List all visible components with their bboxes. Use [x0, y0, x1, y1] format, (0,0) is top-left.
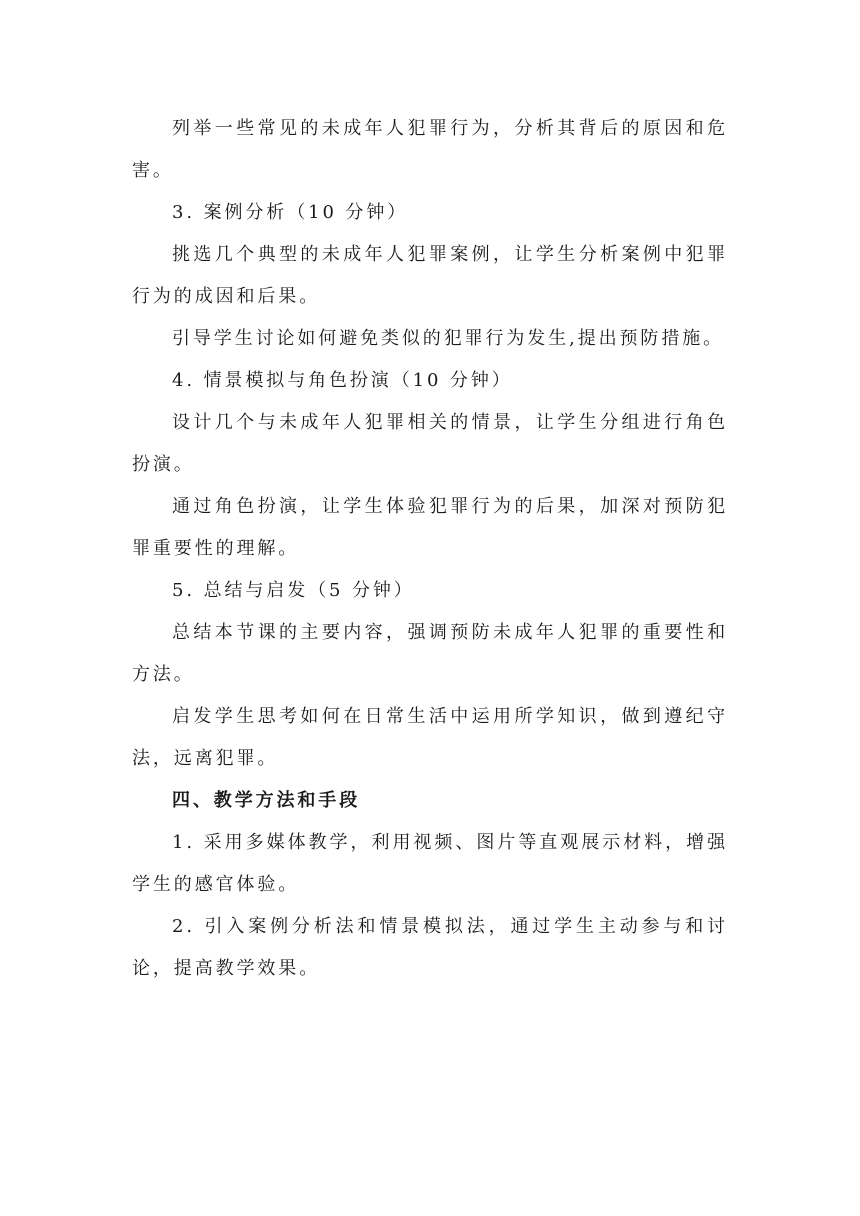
paragraph-causes-and-harms: 列举一些常见的未成年人犯罪行为，分析其背后的原因和危害。: [132, 118, 728, 181]
document-body: [132, 108, 728, 990]
paragraph-scenario-design: 设计几个与未成年人犯罪相关的情景，让学生分组进行角色扮演。: [132, 412, 728, 475]
paragraph-method-multimedia: 1. 采用多媒体教学，利用视频、图片等直观展示材料，增强学生的感官体验。: [132, 832, 728, 895]
paragraph-case-selection: 挑选几个典型的未成年人犯罪案例，让学生分析案例中犯罪行为的成因和后果。: [132, 244, 728, 307]
paragraph-summary: 总结本节课的主要内容，强调预防未成年人犯罪的重要性和方法。: [132, 622, 728, 685]
step-4-heading: 4. 情景模拟与角色扮演（10 分钟）: [172, 370, 513, 391]
paragraph-role-play-experience: 通过角色扮演，让学生体验犯罪行为的后果，加深对预防犯罪重要性的理解。: [132, 496, 728, 559]
paragraph-method-case-analysis: 2. 引入案例分析法和情景模拟法，通过学生主动参与和讨论，提高教学效果。: [132, 916, 728, 979]
section-heading-teaching-methods: 四、教学方法和手段: [172, 790, 361, 811]
step-5-heading: 5. 总结与启发（5 分钟）: [172, 580, 415, 601]
step-3-heading: 3. 案例分析（10 分钟）: [172, 202, 409, 223]
paragraph-inspiration: 启发学生思考如何在日常生活中运用所学知识，做到遵纪守法，远离犯罪。: [132, 706, 728, 769]
paragraph-prevention-discussion: 引导学生讨论如何避免类似的犯罪行为发生,提出预防措施。: [172, 328, 725, 349]
